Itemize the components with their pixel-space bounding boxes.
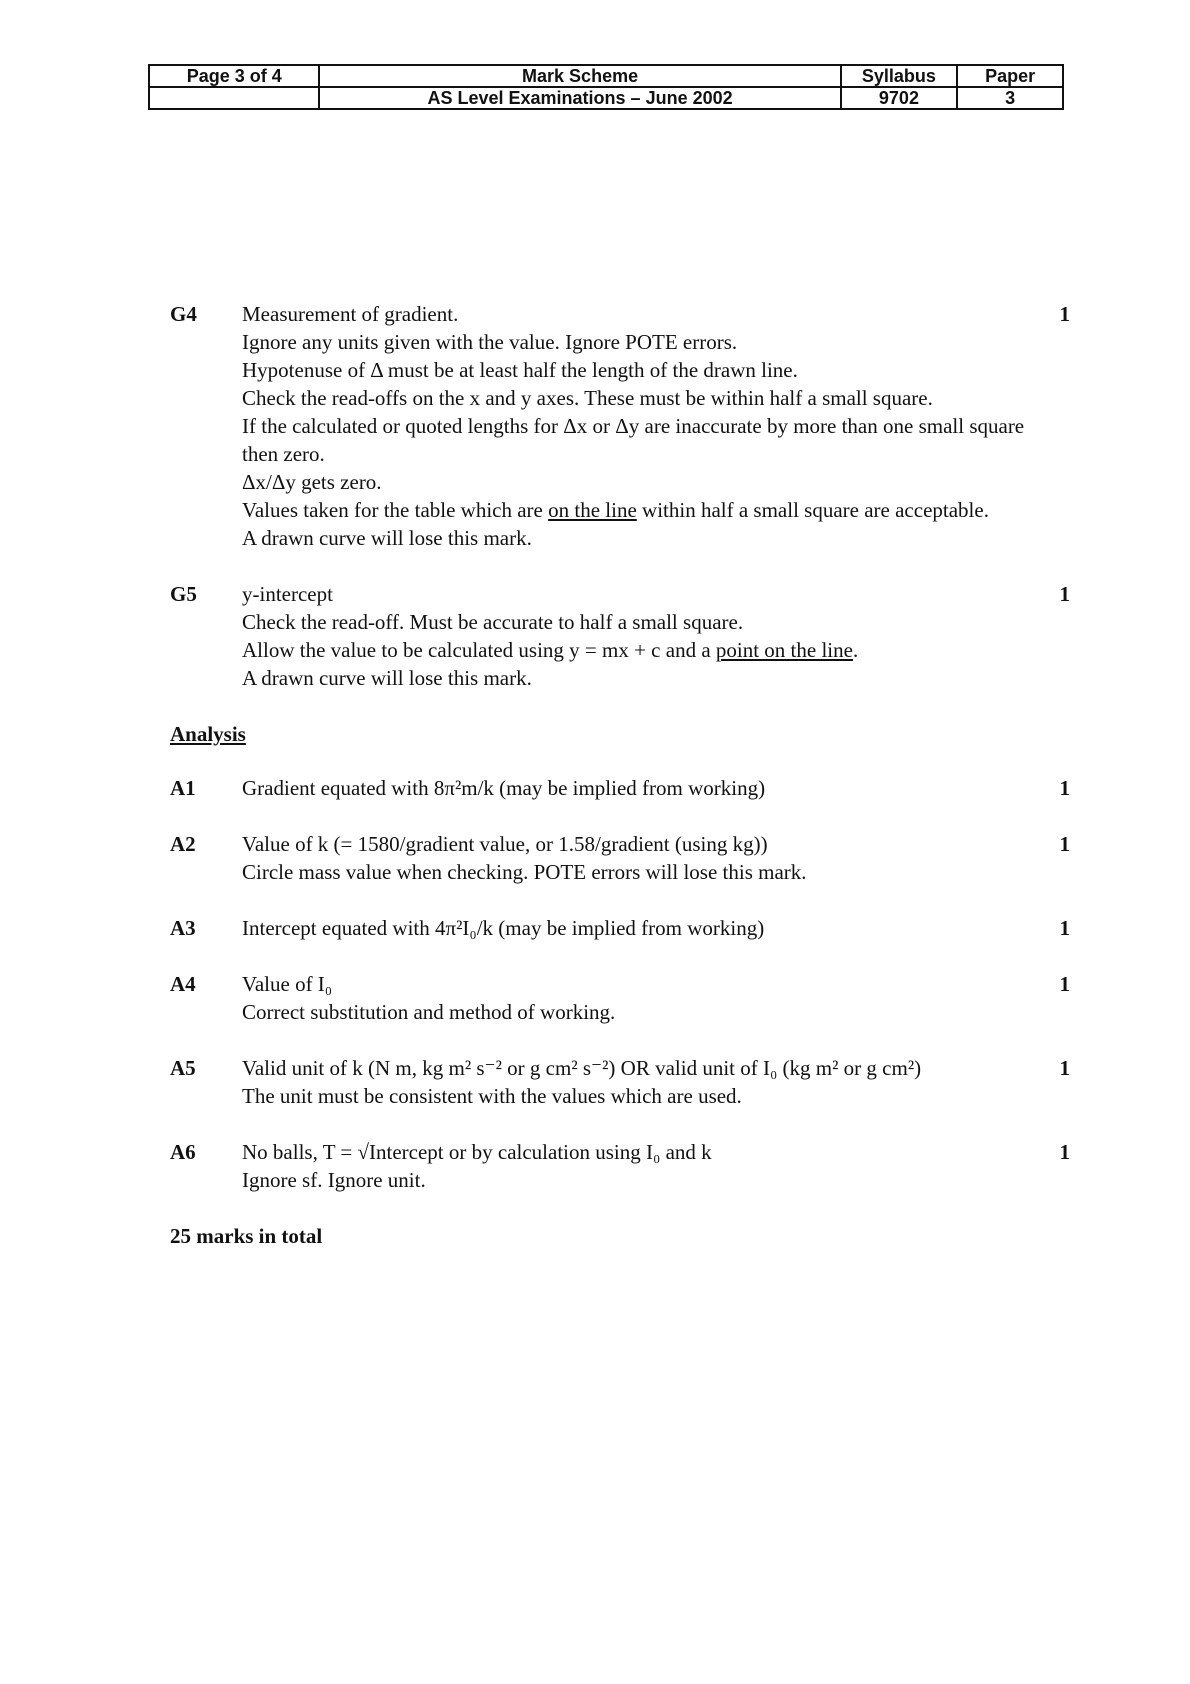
text-segment: Allow the value to be calculated using y = mx + c and a	[242, 638, 711, 662]
analysis-heading: Analysis	[170, 722, 246, 746]
line: Check the read-offs on the x and y axes. These must be within half a small square.	[242, 386, 933, 410]
item-mark: 1	[1059, 972, 1070, 996]
item-g5	[170, 580, 1070, 692]
item-code: A5	[170, 1056, 196, 1080]
item-code: A2	[170, 832, 196, 856]
item-code: A1	[170, 776, 196, 800]
line: y-intercept	[242, 582, 333, 606]
item-body	[242, 970, 1040, 1026]
item-body	[242, 774, 1040, 802]
item-body	[242, 830, 1040, 886]
line: Check the read-off. Must be accurate to half a small square.	[242, 610, 744, 634]
paper-label: Paper	[957, 65, 1063, 87]
underlined-text: on the line	[548, 498, 637, 522]
item-mark: 1	[1059, 776, 1070, 800]
item-body	[242, 1054, 1040, 1110]
line: Correct substitution and method of working.	[242, 1000, 616, 1024]
text-segment: .	[852, 638, 859, 662]
line: Circle mass value when checking. POTE errors will lose this mark.	[242, 860, 807, 884]
item-code: A6	[170, 1140, 196, 1164]
item-body	[242, 1138, 1040, 1194]
underlined-text: point on the line	[715, 638, 853, 662]
header-table	[148, 64, 1064, 110]
item-a1	[170, 774, 1070, 802]
line: Measurement of gradient.	[242, 302, 459, 326]
item-a4	[170, 970, 1070, 1026]
line: Ignore sf. Ignore unit.	[242, 1168, 426, 1192]
line: Gradient equated with 8π²m/k (may be implied from working)	[242, 776, 766, 800]
syllabus-value: 9702	[841, 87, 957, 109]
line: Value of k (= 1580/gradient value, or 1.58/gradient (using kg))	[242, 832, 768, 856]
line: If the calculated or quoted lengths for Δx or Δy are inaccurate by more than one small square then zero.	[242, 414, 1025, 466]
item-a6	[170, 1138, 1070, 1194]
line: Intercept equated with 4π²I₀/k (may be implied from working)	[242, 916, 765, 940]
empty-cell	[149, 87, 319, 109]
line: Ignore any units given with the value. Ignore POTE errors.	[242, 330, 738, 354]
item-mark: 1	[1059, 832, 1070, 856]
paper-value: 3	[957, 87, 1063, 109]
line: Value of I₀	[242, 972, 333, 996]
line: The unit must be consistent with the values which are used.	[242, 1084, 742, 1108]
line: Δx/Δy gets zero.	[242, 470, 382, 494]
line: Hypotenuse of Δ must be at least half the length of the drawn line.	[242, 358, 798, 382]
total-marks: 25 marks in total	[170, 1224, 323, 1248]
item-code: G4	[170, 302, 197, 326]
header-title: Mark Scheme	[319, 65, 840, 87]
text-segment: within half a small square are acceptable.	[642, 498, 989, 522]
text-segment: Values taken for the table which are	[242, 498, 543, 522]
line: No balls, T = √Intercept or by calculation using I₀ and k	[242, 1140, 712, 1164]
item-mark: 1	[1059, 582, 1070, 606]
item-g4	[170, 300, 1070, 552]
line	[242, 636, 1040, 664]
syllabus-label: Syllabus	[841, 65, 957, 87]
item-body	[242, 580, 1040, 692]
line: A drawn curve will lose this mark.	[242, 666, 532, 690]
line: Valid unit of k (N m, kg m² s⁻² or g cm² s⁻²) OR valid unit of I₀ (kg m² or g cm²)	[242, 1056, 922, 1080]
item-mark: 1	[1059, 1056, 1070, 1080]
item-mark: 1	[1059, 1140, 1070, 1164]
mark-scheme-content	[170, 300, 1070, 1271]
page-number: Page 3 of 4	[149, 65, 319, 87]
item-mark: 1	[1059, 916, 1070, 940]
line	[242, 496, 1040, 524]
item-code: A3	[170, 916, 196, 940]
item-code: A4	[170, 972, 196, 996]
item-a5	[170, 1054, 1070, 1110]
item-a2	[170, 830, 1070, 886]
item-body	[242, 300, 1040, 552]
item-a3	[170, 914, 1070, 942]
item-mark: 1	[1059, 302, 1070, 326]
item-code: G5	[170, 582, 197, 606]
line: A drawn curve will lose this mark.	[242, 526, 532, 550]
item-body	[242, 914, 1040, 942]
header-subtitle: AS Level Examinations – June 2002	[319, 87, 840, 109]
